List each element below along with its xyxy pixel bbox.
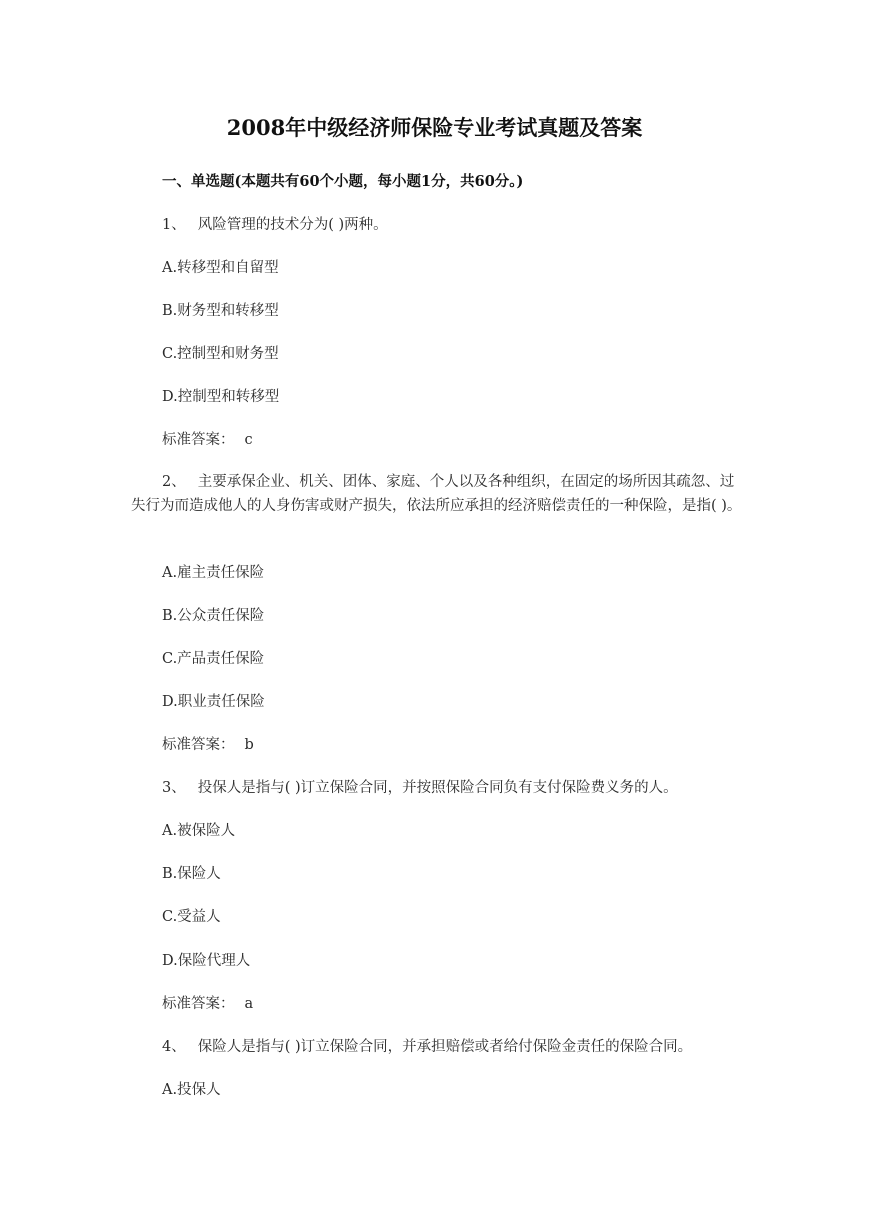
question-2 [131, 471, 743, 518]
answer-label: 标准答案： [162, 432, 235, 448]
question-1-option-b: B.财务型和转移型 [162, 303, 279, 319]
question-1 [162, 213, 388, 237]
question-2-answer [162, 733, 254, 757]
question-2-option-d: D.职业责任保险 [162, 694, 265, 710]
question-3-option-c: C.受益人 [162, 909, 221, 925]
section-heading: 一、单选题(本题共有60个小题，每小题1分，共60分。) [162, 173, 524, 190]
answer-label: 标准答案： [162, 737, 235, 753]
question-4 [162, 1035, 692, 1059]
question-1-option-d: D.控制型和转移型 [162, 389, 280, 405]
question-3-option-a: A.被保险人 [162, 823, 236, 839]
question-2-option-b: B.公众责任保险 [162, 608, 265, 624]
question-number: 1、 [162, 217, 186, 233]
question-number: 2、 [162, 474, 186, 490]
question-text: 保险人是指与( )订立保险合同，并承担赔偿或者给付保险金责任的保险合同。 [197, 1039, 693, 1055]
question-3 [162, 776, 678, 800]
answer-value: b [244, 737, 254, 753]
question-number: 4、 [162, 1039, 186, 1055]
question-2-option-c: C.产品责任保险 [162, 651, 265, 667]
question-1-answer [162, 428, 253, 452]
document-title: 2008年中级经济师保险专业考试真题及答案 [226, 115, 643, 140]
answer-label: 标准答案： [162, 996, 235, 1012]
question-3-answer [162, 992, 253, 1016]
question-text: 风险管理的技术分为( )两种。 [197, 217, 388, 233]
question-4-option-a: A.投保人 [162, 1082, 221, 1098]
question-2-option-a: A.雇主责任保险 [162, 565, 265, 581]
answer-value: a [244, 996, 254, 1012]
question-3-option-b: B.保险人 [162, 866, 221, 882]
question-text: 主要承保企业、机关、团体、家庭、个人以及各种组织，在固定的场所因其疏忽、过失行为而造成他人的人身伤害或财产损失，依法所应承担的经济赔偿责任的一种保险，是指( )。 [131, 474, 742, 514]
question-1-option-c: C.控制型和财务型 [162, 346, 279, 362]
question-number: 3、 [162, 780, 186, 796]
question-1-option-a: A.转移型和自留型 [162, 260, 279, 276]
question-3-option-d: D.保险代理人 [162, 953, 251, 969]
answer-value: c [244, 432, 253, 448]
question-text: 投保人是指与( )订立保险合同，并按照保险合同负有支付保险费义务的人。 [197, 780, 678, 796]
